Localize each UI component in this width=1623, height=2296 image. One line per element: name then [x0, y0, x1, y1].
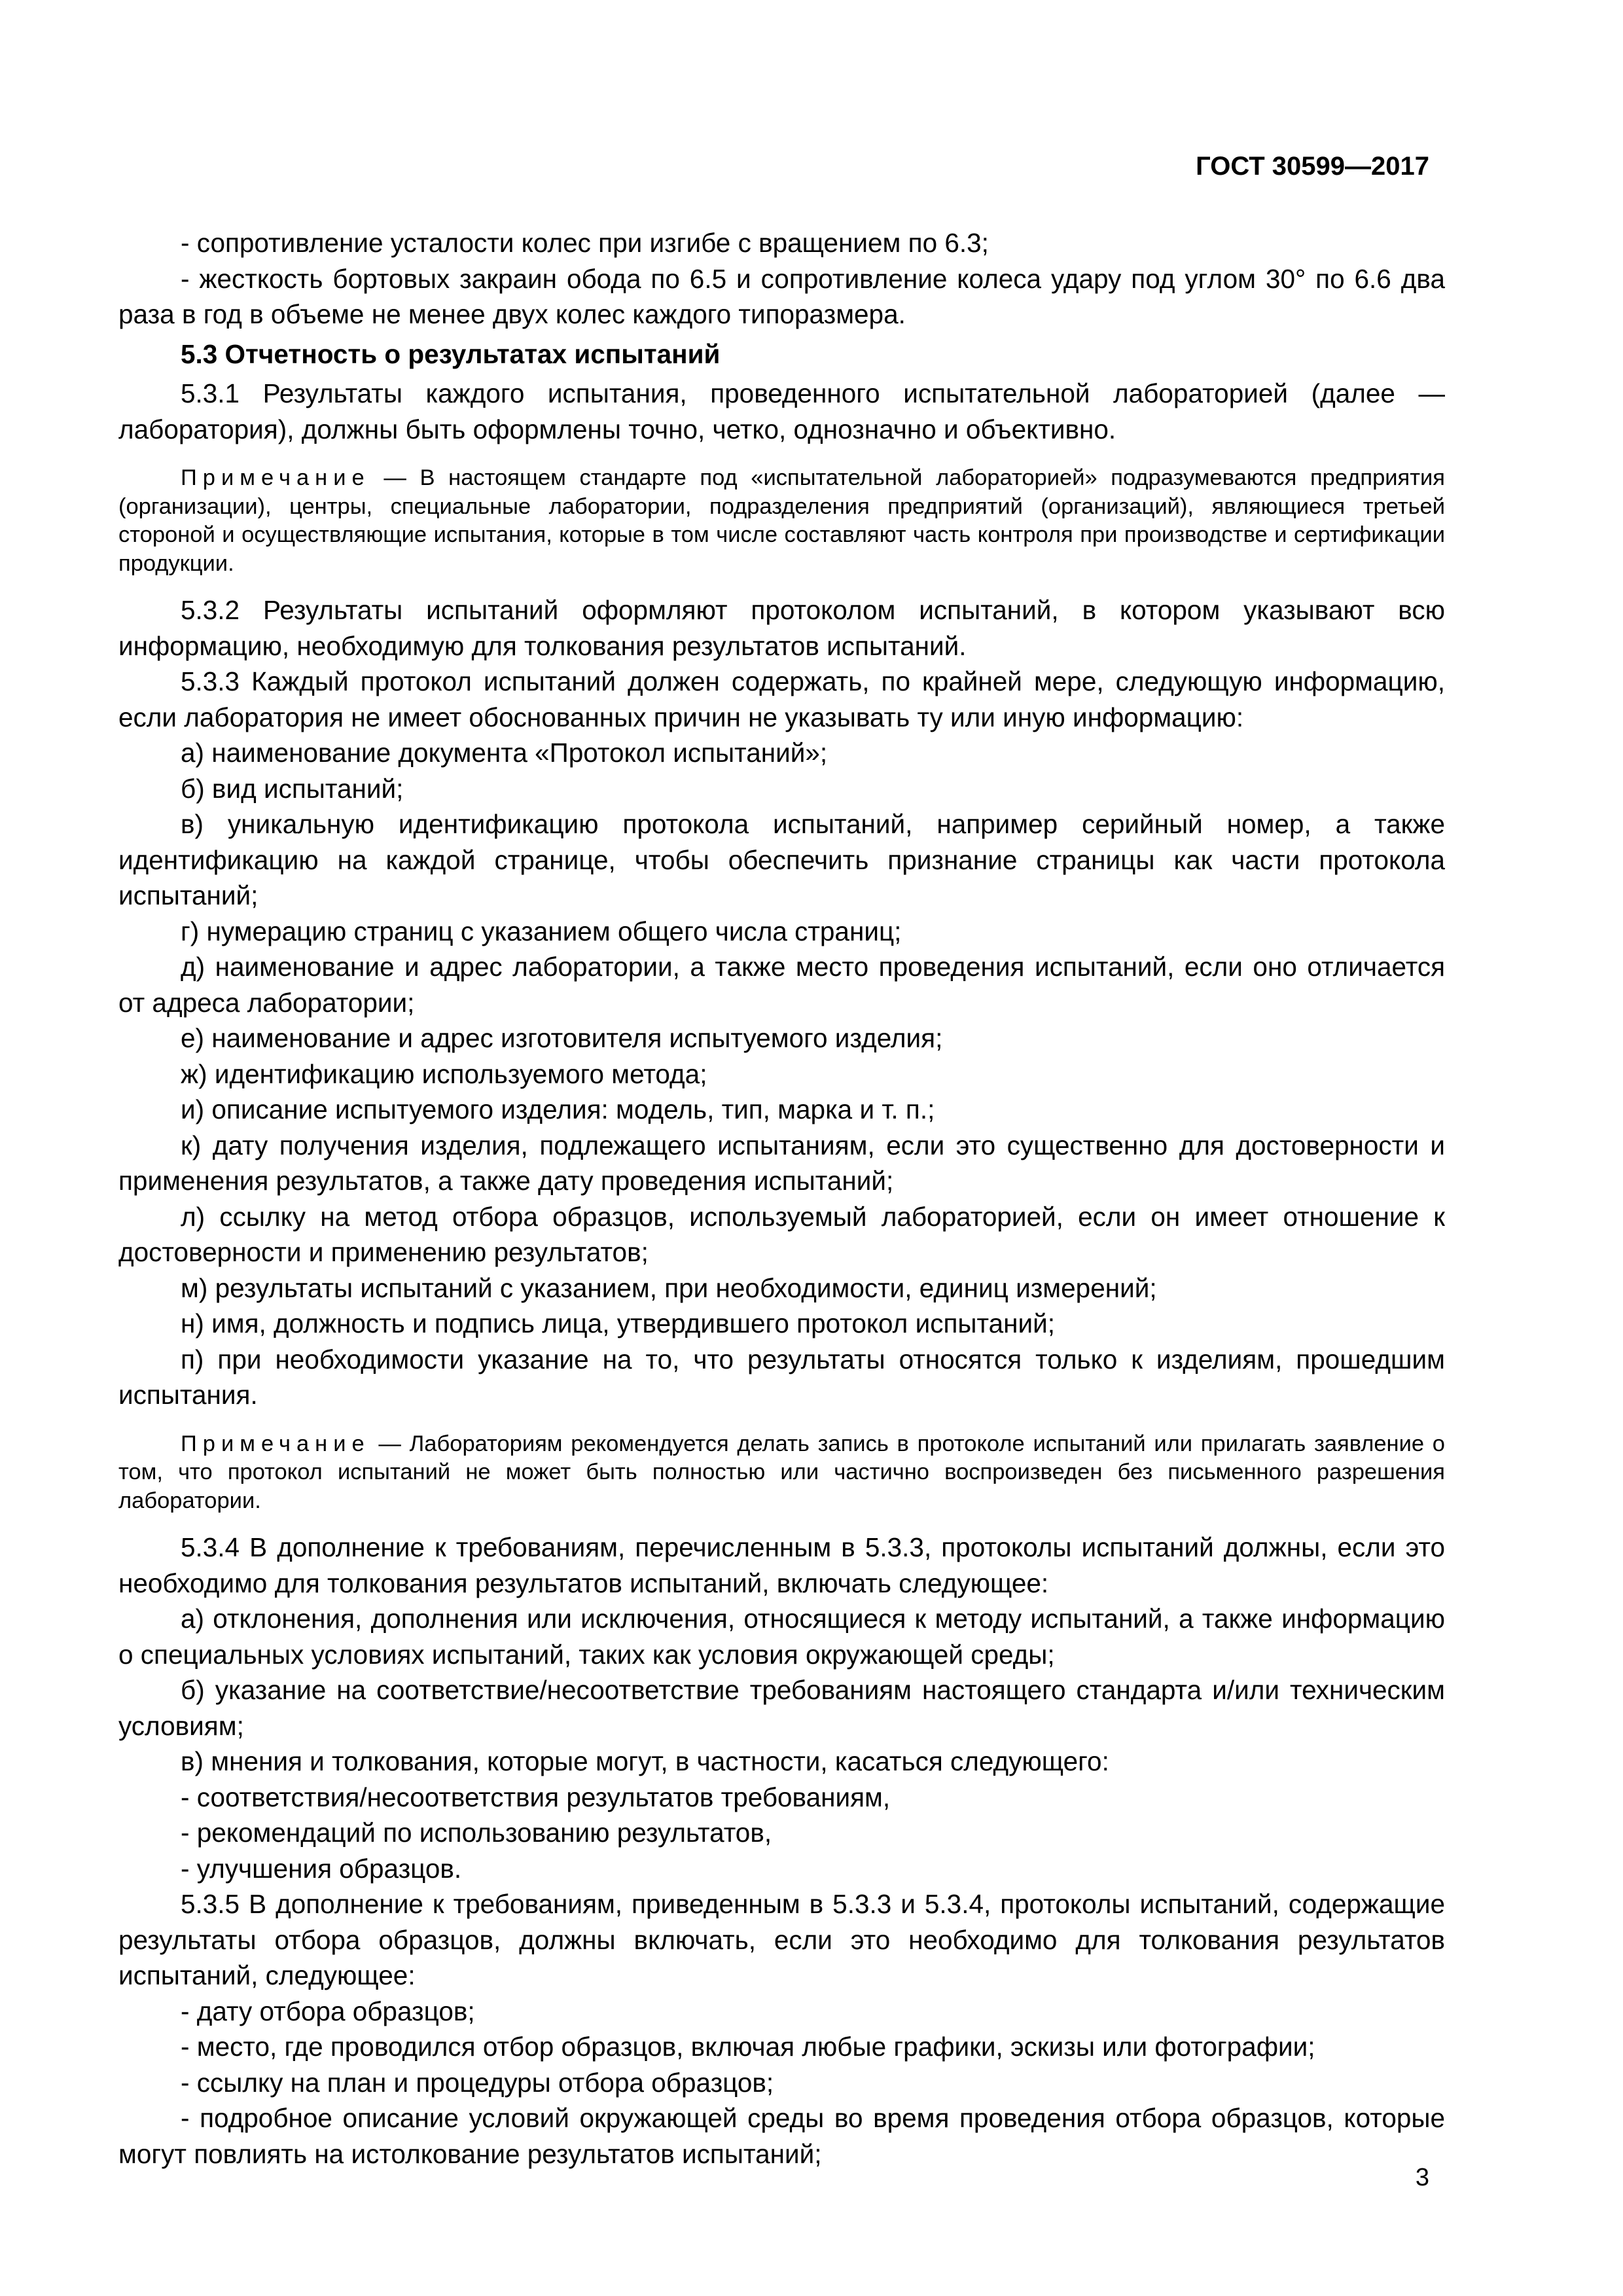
list-item: л) ссылку на метод отбора образцов, используемый лабораторией, если он имеет отношение к достоверности и применению результатов;: [118, 1201, 1445, 1267]
list-item: а) отклонения, дополнения или исключения, относящиеся к методу испытаний, а также информацию о специальных условиях испытаний, таких как условия окружающей среды;: [118, 1604, 1445, 1670]
paragraph-5-3-2: 5.3.2 Результаты испытаний оформляют протоколом испытаний, в котором указывают всю информацию, необходимую для толкования результатов испытаний.: [118, 595, 1445, 661]
paragraph: - сопротивление усталости колес при изгибе с вращением по 6.3;: [181, 228, 989, 258]
section-heading: 5.3 Отчетность о результатах испытаний: [181, 338, 721, 369]
list-item: - место, где проводился отбор образцов, включая любые графики, эскизы или фотографии;: [181, 2032, 1315, 2062]
list-item: е) наименование и адрес изготовителя испытуемого изделия;: [181, 1023, 943, 1053]
paragraph-5-3-1: 5.3.1 Результаты каждого испытания, проведенного испытательной лабораторией (далее — лаборатория), должны быть оформлены точно, четко, однозначно и объективно.: [118, 378, 1445, 444]
list-item: ж) идентификацию используемого метода;: [181, 1058, 707, 1089]
list-item: м) результаты испытаний с указанием, при необходимости, единиц измерений;: [181, 1272, 1157, 1303]
note: [118, 464, 1445, 578]
note-label: Примечание: [181, 465, 370, 490]
list-item: а) наименование документа «Протокол испытаний»;: [181, 738, 828, 768]
list-item: н) имя, должность и подпись лица, утвердившего протокол испытаний;: [181, 1308, 1055, 1338]
list-item: п) при необходимости указание на то, что результаты относятся только к изделиям, прошедшим испытания.: [118, 1344, 1445, 1410]
note-text: — В настоящем стандарте под «испытательной лабораторией» подразумеваются предприятия (организации), центры, специальные лаборатории, подразделения предприятий (организаций), являющиеся третьей стороной и осуществляющие испытания, которые в том числе составляют часть контроля при производстве и сертификации продукции.: [118, 465, 1445, 576]
paragraph-5-3-5: 5.3.5 В дополнение к требованиям, приведенным в 5.3.3 и 5.3.4, протоколы испытаний, содержащие результаты отбора образцов, должны включать, если это необходимо для толкования результатов испытаний, следующее:: [118, 1889, 1445, 1990]
list-item: - рекомендаций по использованию результатов,: [181, 1818, 772, 1848]
list-item: - ссылку на план и процедуры отбора образцов;: [181, 2067, 774, 2098]
list-item: б) указание на соответствие/несоответствие требованиям настоящего стандарта и/или техническим условиям;: [118, 1675, 1445, 1741]
list-item: - дату отбора образцов;: [181, 1996, 475, 2026]
page-number: 3: [1415, 2164, 1429, 2191]
paragraph: - жесткость бортовых закраин обода по 6.5 и сопротивление колеса удару под углом 30° по 6.6 два раза в год в объеме не менее двух колес каждого типоразмера.: [118, 263, 1445, 329]
list-item: - улучшения образцов.: [181, 1853, 462, 1884]
document-code-header: ГОСТ 30599—2017: [1196, 152, 1429, 181]
note-text: — Лабораториям рекомендуется делать запись в протоколе испытаний или прилагать заявление о том, что протокол испытаний не может быть полностью или частично воспроизведен без письменного разрешения лаборатории.: [118, 1431, 1445, 1513]
list-item: и) описание испытуемого изделия: модель, тип, марка и т. п.;: [181, 1094, 935, 1124]
paragraph-5-3-4: 5.3.4 В дополнение к требованиям, перечисленным в 5.3.3, протоколы испытаний должны, если это необходимо для толкования результатов испытаний, включать следующее:: [118, 1532, 1445, 1598]
list-item: д) наименование и адрес лаборатории, а также место проведения испытаний, если оно отличается от адреса лаборатории;: [118, 952, 1445, 1018]
list-item: к) дату получения изделия, подлежащего испытаниям, если это существенно для достоверности и применения результатов, а также дату проведения испытаний;: [118, 1130, 1445, 1196]
note: [118, 1430, 1445, 1516]
list-item: в) мнения и толкования, которые могут, в частности, касаться следующего:: [181, 1746, 1109, 1776]
note-label: Примечание: [181, 1431, 370, 1456]
list-item: б) вид испытаний;: [181, 773, 404, 804]
list-item: г) нумерацию страниц с указанием общего числа страниц;: [181, 916, 902, 946]
list-item: в) уникальную идентификацию протокола испытаний, например серийный номер, а также идентификацию на каждой странице, чтобы обеспечить признание страницы как части протокола испытаний;: [118, 809, 1445, 910]
list-item: - подробное описание условий окружающей среды во время проведения отбора образцов, которые могут повлиять на истолкование результатов испытаний;: [118, 2103, 1445, 2169]
paragraph-5-3-3: 5.3.3 Каждый протокол испытаний должен содержать, по крайней мере, следующую информацию, если лаборатория не имеет обоснованных причин не указывать ту или иную информацию:: [118, 666, 1445, 732]
list-item: - соответствия/несоответствия результатов требованиям,: [181, 1782, 891, 1812]
page-body: [118, 225, 1445, 2172]
